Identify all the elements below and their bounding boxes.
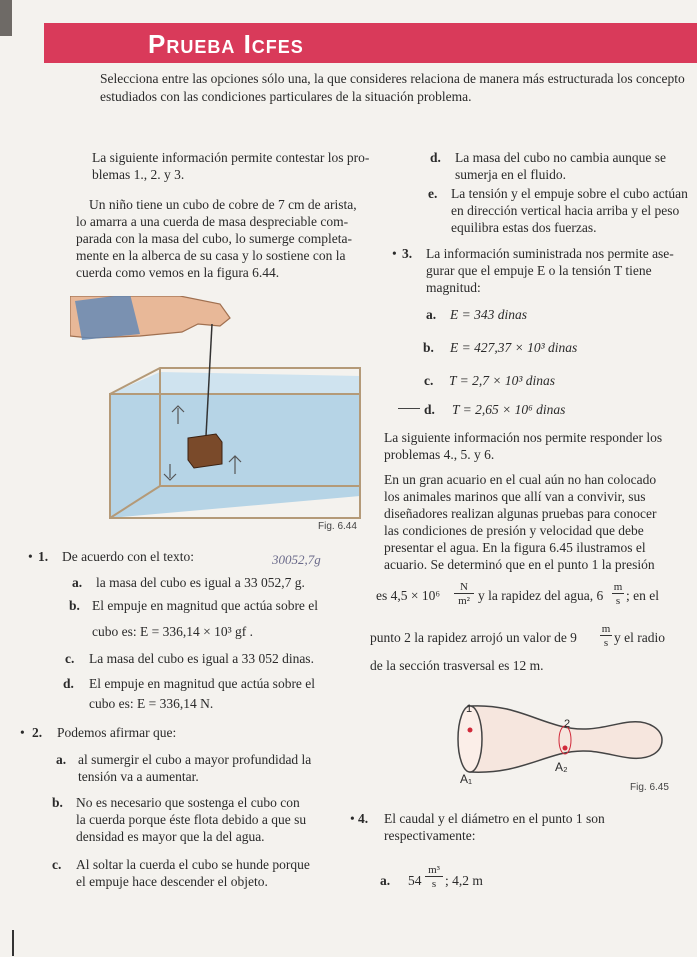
info-line: blemas 1., 2. y 3. [92, 167, 185, 182]
aquarium-line: las condiciones de presión y velocidad que debe [384, 523, 644, 538]
point-1-label: 1 [466, 703, 473, 715]
pressure-value: es 4,5 × 10⁶ [376, 588, 441, 603]
q4-number: 4. [358, 811, 369, 826]
area-1-label: A₁ [460, 772, 473, 786]
q4-a-letter: a. [380, 873, 391, 888]
q1-c-letter: c. [65, 651, 75, 666]
q1-b-letter: b. [69, 598, 80, 613]
point-1-dot [468, 728, 473, 733]
pipe-inlet [458, 706, 482, 772]
opt-d-letter: d. [430, 150, 441, 165]
intro-line-2: estudiados con las condiciones particulares de la situación problema. [100, 89, 472, 104]
q2-a-line: al sumergir el cubo a mayor profundidad la [78, 752, 312, 767]
q1-bullet: • [28, 549, 33, 564]
q1-c-text: La masa del cubo es igual a 33 052 dinas. [89, 651, 314, 666]
story-line: parada con la masa del cubo, lo sumerge completa- [76, 231, 353, 246]
q3-c-text: T = 2,7 × 10³ dinas [449, 373, 556, 388]
pressure-unit-den: m² [458, 595, 470, 607]
area-2-label: A₂ [555, 760, 568, 774]
info2-line: problemas 4., 5. y 6. [384, 447, 495, 462]
point2-unit-num: m [601, 623, 611, 635]
section-banner [44, 23, 697, 63]
q3-b-letter: b. [423, 340, 434, 355]
aquarium-line: los animales marinos que allí van a convivir, sus [384, 489, 646, 504]
q1-a-text: la masa del cubo es igual a 33 052,7 g. [96, 575, 305, 590]
pressure-unit-num: N [454, 581, 474, 594]
water-area [110, 376, 360, 518]
story-line: Un niño tiene un cubo de cobre de 7 cm de arista, [89, 197, 357, 212]
fig-6-44-caption: Fig. 6.44 [318, 521, 357, 532]
info2-line: La siguiente información nos permite responder los [384, 430, 663, 445]
q2-a-letter: a. [56, 752, 67, 767]
q3-d-letter: d. [424, 402, 435, 417]
q4-a-unit-num: m³ [425, 864, 443, 877]
point2-value: punto 2 la rapidez arrojó un valor de 9 [370, 630, 577, 645]
opt-e-line: equilibra estas dos fuerzas. [451, 220, 597, 235]
q4-line: El caudal y el diámetro en el punto 1 son [384, 811, 605, 826]
q2-text: Podemos afirmar que: [57, 725, 177, 740]
q3-number: 3. [402, 246, 413, 261]
handwritten-note: 30052,7g [272, 552, 321, 567]
q4-line: respectivamente: [384, 828, 476, 843]
q4-a-unit-den: s [431, 878, 437, 890]
story-line: mente en la alberca de su casa y lo sostiene con la [76, 248, 346, 263]
q3-a-letter: a. [426, 307, 437, 322]
speed-unit-num: m [613, 581, 623, 593]
pressure-end: ; en el [626, 588, 659, 603]
q3-bullet: • [392, 246, 397, 261]
story-line: lo amarra a una cuerda de masa despreciable com- [76, 214, 349, 229]
q3-line: La información suministrada nos permite ase- [426, 246, 674, 261]
q1-a-letter: a. [72, 575, 83, 590]
sleeve [75, 296, 140, 340]
banner-title: Prueba Icfes [148, 29, 304, 59]
aquarium-line: diseñadores realizan algunas pruebas para conocer [384, 506, 657, 521]
q2-b-line: No es necesario que sostenga el cubo con [76, 795, 300, 810]
page-edge-shadow [0, 0, 12, 36]
q2-b-letter: b. [52, 795, 63, 810]
q2-bullet: • [20, 725, 25, 740]
q2-b-line: la cuerda porque éste flota debido a que su [76, 812, 307, 827]
q2-c-letter: c. [52, 857, 62, 872]
opt-e-line: en dirección vertical hacia arriba y el peso [451, 203, 680, 218]
q2-a-line: tensión va a aumentar. [78, 769, 199, 784]
q4-bullet: • [350, 811, 355, 826]
point-2-label: 2 [564, 718, 571, 730]
q3-line: magnitud: [426, 280, 481, 295]
point2-unit-den: s [603, 637, 609, 649]
q2-c-line: Al soltar la cuerda el cubo se hunde porque [76, 857, 310, 872]
speed-unit-den: s [615, 595, 621, 607]
point2-end: y el radio [614, 630, 665, 645]
info-line: La siguiente información permite contestar los pro- [92, 150, 370, 165]
point-2-dot [563, 746, 568, 751]
q1-b-text: El empuje en magnitud que actúa sobre el [92, 598, 319, 613]
aquarium-line: presentar el agua. En la figura 6.45 ilustramos el [384, 540, 646, 555]
fig-6-45-caption: Fig. 6.45 [630, 782, 669, 793]
q1-text: De acuerdo con el texto: [62, 549, 194, 564]
q4-a-value: 54 [408, 873, 422, 888]
q3-c-letter: c. [424, 373, 434, 388]
opt-d-line: sumerja en el fluido. [455, 167, 566, 182]
speed-value: y la rapidez del agua, 6 [478, 588, 604, 603]
opt-e-letter: e. [428, 186, 438, 201]
cube-icon [188, 434, 222, 468]
q3-b-text: E = 427,37 × 10³ dinas [450, 340, 578, 355]
q3-a-text: E = 343 dinas [450, 307, 527, 322]
q3-d-text: T = 2,65 × 10⁶ dinas [452, 402, 566, 417]
q2-number: 2. [32, 725, 43, 740]
pencil-mark [398, 408, 420, 409]
section-line: de la sección trasversal es 12 m. [370, 658, 544, 673]
aquarium-line: acuario. Se determinó que en el punto 1 la presión [384, 557, 655, 572]
opt-e-line: La tensión y el empuje sobre el cubo actúan [451, 186, 688, 201]
story-line: cuerda como vemos en la figura 6.44. [76, 265, 280, 280]
page-edge-line [12, 930, 14, 956]
figure-6-44 [70, 296, 370, 536]
q1-d-letter: d. [63, 676, 74, 691]
opt-d-line: La masa del cubo no cambia aunque se [455, 150, 667, 165]
aquarium-line: En un gran acuario en el cual aún no han colocado [384, 472, 657, 487]
q3-line: gurar que el empuje E o la tensión T tiene [426, 263, 652, 278]
q1-d-text-2: cubo es: E = 336,14 N. [89, 696, 214, 711]
q4-a-rest: ; 4,2 m [445, 873, 483, 888]
intro-line-1: Selecciona entre las opciones sólo una, la que consideres relaciona de manera más estructurada los concepto [100, 71, 685, 86]
q1-d-text: El empuje en magnitud que actúa sobre el [89, 676, 316, 691]
q1-b-text-2: cubo es: E = 336,14 × 10³ gf . [92, 624, 254, 639]
q2-c-line: el empuje hace descender el objeto. [76, 874, 268, 889]
q2-b-line: densidad es mayor que la del agua. [76, 829, 265, 844]
q1-number: 1. [38, 549, 49, 564]
